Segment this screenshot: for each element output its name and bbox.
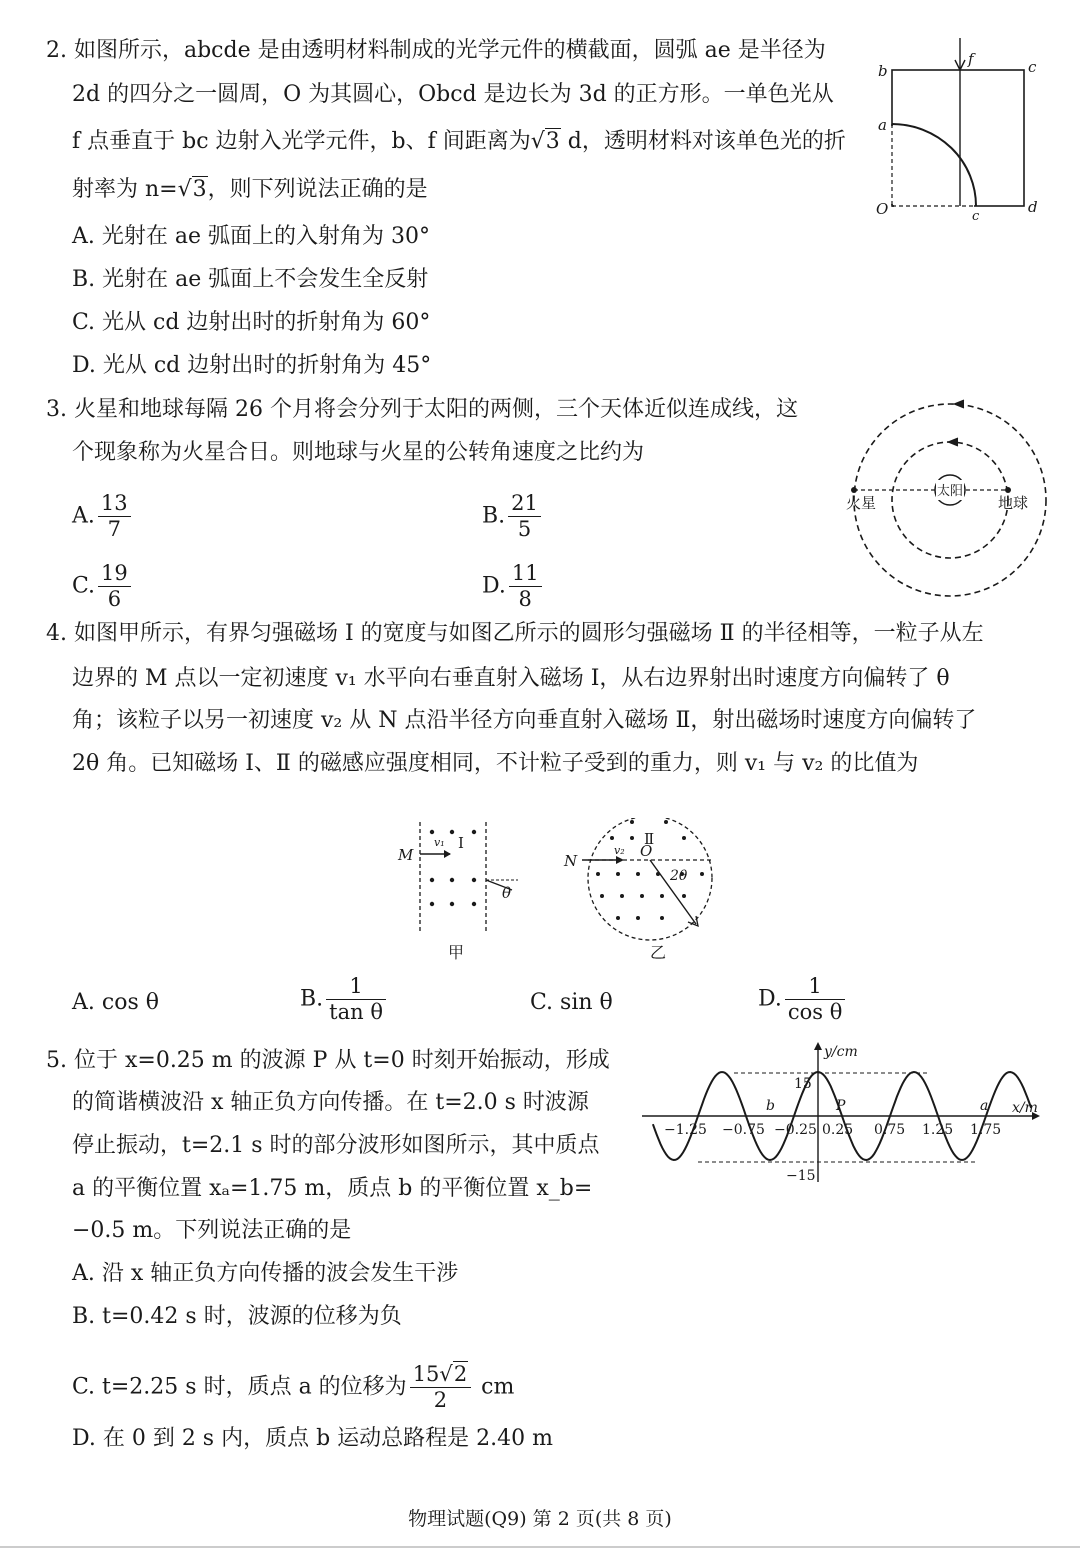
q5-line-3: 停止振动，t=2.1 s 时的部分波形如图所示，其中质点 [72, 1133, 600, 1158]
q3-orbit-figure [846, 394, 1056, 610]
q5-c-sqrt-arg: 2 [453, 1362, 468, 1386]
q4-option-a: A. cos θ [72, 990, 159, 1015]
q3-earth-label: 地球 [998, 494, 1029, 512]
q4-option-d [758, 976, 848, 1023]
q3-c-num: 19 [98, 563, 131, 587]
q5-line-5: −0.5 m。下列说法正确的是 [72, 1218, 352, 1243]
q5-xlabel: x/m [1012, 1100, 1038, 1116]
q2-option-c: C. 光从 cd 边射出时的折射角为 60° [72, 310, 431, 335]
q5-tick-5: 0.75 [874, 1122, 906, 1138]
q3-b-frac [508, 493, 541, 540]
q4-b-label: B. [300, 986, 324, 1012]
q4-line-1: 4. 如图甲所示，有界匀强磁场 Ⅰ 的宽度与如图乙所示的圆形匀强磁场 Ⅱ 的半径相等，一粒子从左 [46, 621, 984, 646]
q2-option-a: A. 光射在 ae 弧面上的入射角为 30° [72, 224, 430, 249]
q3-earth-dot [1005, 487, 1011, 493]
q4-figure-jia [394, 818, 534, 972]
q5-c-unit: cm [474, 1374, 515, 1400]
q4-label-2theta: 2θ [670, 868, 688, 884]
q3-option-d [482, 563, 545, 610]
q2-line-4-b: ，则下列说法正确的是 [207, 177, 428, 202]
q5-c-text: C. t=2.25 s 时，质点 a 的位移为 [72, 1374, 407, 1400]
q4-line-2: 边界的 M 点以一定初速度 v₁ 水平向右垂直射入磁场 Ⅰ，从右边界射出时速度方向偏转了 θ [72, 666, 950, 691]
q2-line-3-a: f 点垂直于 bc 边射入光学元件，b、f 间距离为 [72, 129, 531, 154]
q2-label-a: a [878, 116, 887, 134]
q5-tick-7: 1.75 [970, 1122, 1002, 1138]
q5-tick-6: 1.25 [922, 1122, 954, 1138]
q4-d-label: D. [758, 986, 782, 1012]
q4-label-O: O [640, 842, 653, 860]
q3-a-frac [98, 493, 131, 540]
q4-b-num: 1 [326, 976, 386, 1000]
q2-sqrt-sign-2: √ [177, 177, 192, 202]
q2-line-2: 2d 的四分之一圆周，O 为其圆心，Obcd 是边长为 3d 的正方形。一单色光从 [72, 82, 834, 107]
page-footer: 物理试题(Q9) 第 2 页(共 8 页) [408, 1508, 672, 1530]
q5-line-2: 的简谐横波沿 x 轴正负方向传播。在 t=2.0 s 时波源 [72, 1090, 589, 1115]
q3-mars-label: 火星 [846, 494, 877, 512]
q3-outer-arrow [954, 400, 964, 408]
q2-arc-ae [892, 124, 976, 206]
q5-y-bot: −15 [786, 1168, 816, 1184]
q3-c-label: C. [72, 573, 96, 599]
q4-label-II: Ⅱ [644, 830, 655, 848]
q4-label-I: Ⅰ [458, 834, 464, 852]
q4-line-4: 2θ 角。已知磁场 Ⅰ、Ⅱ 的磁感应强度相同，不计粒子受到的重力，则 v₁ 与 v₂ 的比值为 [72, 751, 919, 776]
q3-option-c [72, 563, 134, 610]
q5-wave-figure [640, 1036, 1060, 1192]
q4-d-frac [785, 976, 846, 1023]
q3-d-label: D. [482, 573, 506, 599]
q3-inner-arrow [948, 438, 958, 446]
q4-label-theta: θ [502, 884, 512, 902]
q2-label-e: c [972, 209, 980, 224]
q3-d-den: 8 [518, 587, 532, 611]
q5-option-b: B. t=0.42 s 时，波源的位移为负 [72, 1304, 402, 1329]
q5-line-4: a 的平衡位置 xₐ=1.75 m，质点 b 的平衡位置 x_b= [72, 1176, 593, 1201]
q5-c-frac [410, 1364, 472, 1411]
q3-a-num: 13 [98, 493, 131, 517]
q4-option-c: C. sin θ [530, 990, 613, 1015]
q2-line-1: 2. 如图所示，abcde 是由透明材料制成的光学元件的横截面，圆弧 ae 是半径为 [46, 38, 826, 63]
q5-label-P: P [836, 1098, 846, 1114]
q5-label-b: b [766, 1098, 775, 1114]
q3-mars-dot [851, 487, 857, 493]
q5-c-num-a: 15 [412, 1362, 440, 1386]
q2-label-f: f [968, 50, 974, 68]
q4-label-N: N [564, 852, 578, 870]
q3-c-den: 6 [107, 587, 122, 611]
q3-option-a [72, 493, 134, 540]
q2-square-top-right [892, 70, 1024, 206]
q4-label-jia: 甲 [448, 943, 465, 962]
q3-line-1: 3. 火星和地球每隔 26 个月将会分列于太阳的两侧，三个天体近似连成线，这 [46, 397, 798, 422]
q3-d-frac [509, 563, 542, 610]
q5-c-num [410, 1364, 472, 1388]
q2-label-O: O [876, 200, 889, 218]
q2-sqrt-arg-2: 3 [192, 177, 207, 202]
q5-c-sqrt-sign: √ [439, 1362, 453, 1386]
q2-figure [868, 36, 1058, 230]
q4-figure-yi [562, 818, 732, 972]
q2-label-b: b [878, 62, 888, 80]
q4-b-frac [326, 976, 386, 1023]
q5-tick-1: −1.25 [664, 1122, 707, 1138]
q3-b-num: 21 [508, 493, 541, 517]
q2-option-b: B. 光射在 ae 弧面上不会发生全反射 [72, 267, 429, 292]
q3-line-2: 个现象称为火星合日。则地球与火星的公转角速度之比约为 [72, 440, 645, 465]
q4-d-den: cos θ [787, 1000, 843, 1024]
q3-a-label: A. [72, 503, 95, 529]
q4-label-v1: v₁ [434, 836, 445, 849]
q4-option-b [300, 976, 389, 1023]
q5-label-a: a [980, 1098, 989, 1114]
q5-y-top: 15 [794, 1076, 812, 1092]
q4-d-num: 1 [785, 976, 846, 1000]
q3-b-den: 5 [517, 517, 532, 541]
q2-label-d: d [1028, 198, 1038, 216]
q4-label-yi: 乙 [650, 943, 667, 962]
q5-tick-4: 0.25 [822, 1122, 854, 1138]
q5-tick-2: −0.75 [722, 1122, 765, 1138]
q5-option-a: A. 沿 x 轴正负方向传播的波会发生干涉 [72, 1261, 459, 1286]
q5-c-den: 2 [433, 1388, 448, 1412]
q4-line-3: 角；该粒子以另一初速度 v₂ 从 N 点沿半径方向垂直射入磁场 Ⅱ，射出磁场时速度方向偏转了 [72, 708, 977, 733]
q4-label-M: M [398, 846, 414, 864]
q5-option-d: D. 在 0 到 2 s 内，质点 b 运动总路程是 2.40 m [72, 1426, 553, 1451]
q4-b-den: tan θ [329, 1000, 383, 1024]
q3-d-num: 11 [509, 563, 542, 587]
q3-option-b [482, 493, 544, 540]
q2-sqrt-sign: √ [530, 129, 545, 154]
q2-option-d: D. 光从 cd 边射出时的折射角为 45° [72, 353, 432, 378]
q3-a-den: 7 [107, 517, 121, 541]
q2-line-4-a: 射率为 n= [72, 177, 178, 202]
q3-b-label: B. [482, 503, 506, 529]
q5-line-1: 5. 位于 x=0.25 m 的波源 P 从 t=0 时刻开始振动，形成 [46, 1048, 610, 1073]
q2-line-3-b: d，透明材料对该单色光的折 [560, 129, 846, 154]
q5-ylabel: y/cm [824, 1044, 858, 1060]
q2-line-3 [72, 127, 846, 157]
q5-option-c [72, 1364, 514, 1411]
q3-sun-label: 太阳 [937, 484, 964, 499]
q2-sqrt-arg: 3 [545, 129, 560, 154]
bottom-edge-line [0, 1546, 1080, 1548]
q2-line-4 [72, 175, 428, 205]
q5-tick-3: −0.25 [774, 1122, 817, 1138]
q3-c-frac [98, 563, 131, 610]
q2-label-c: c [1028, 58, 1037, 76]
q4-label-v2: v₂ [614, 844, 625, 857]
